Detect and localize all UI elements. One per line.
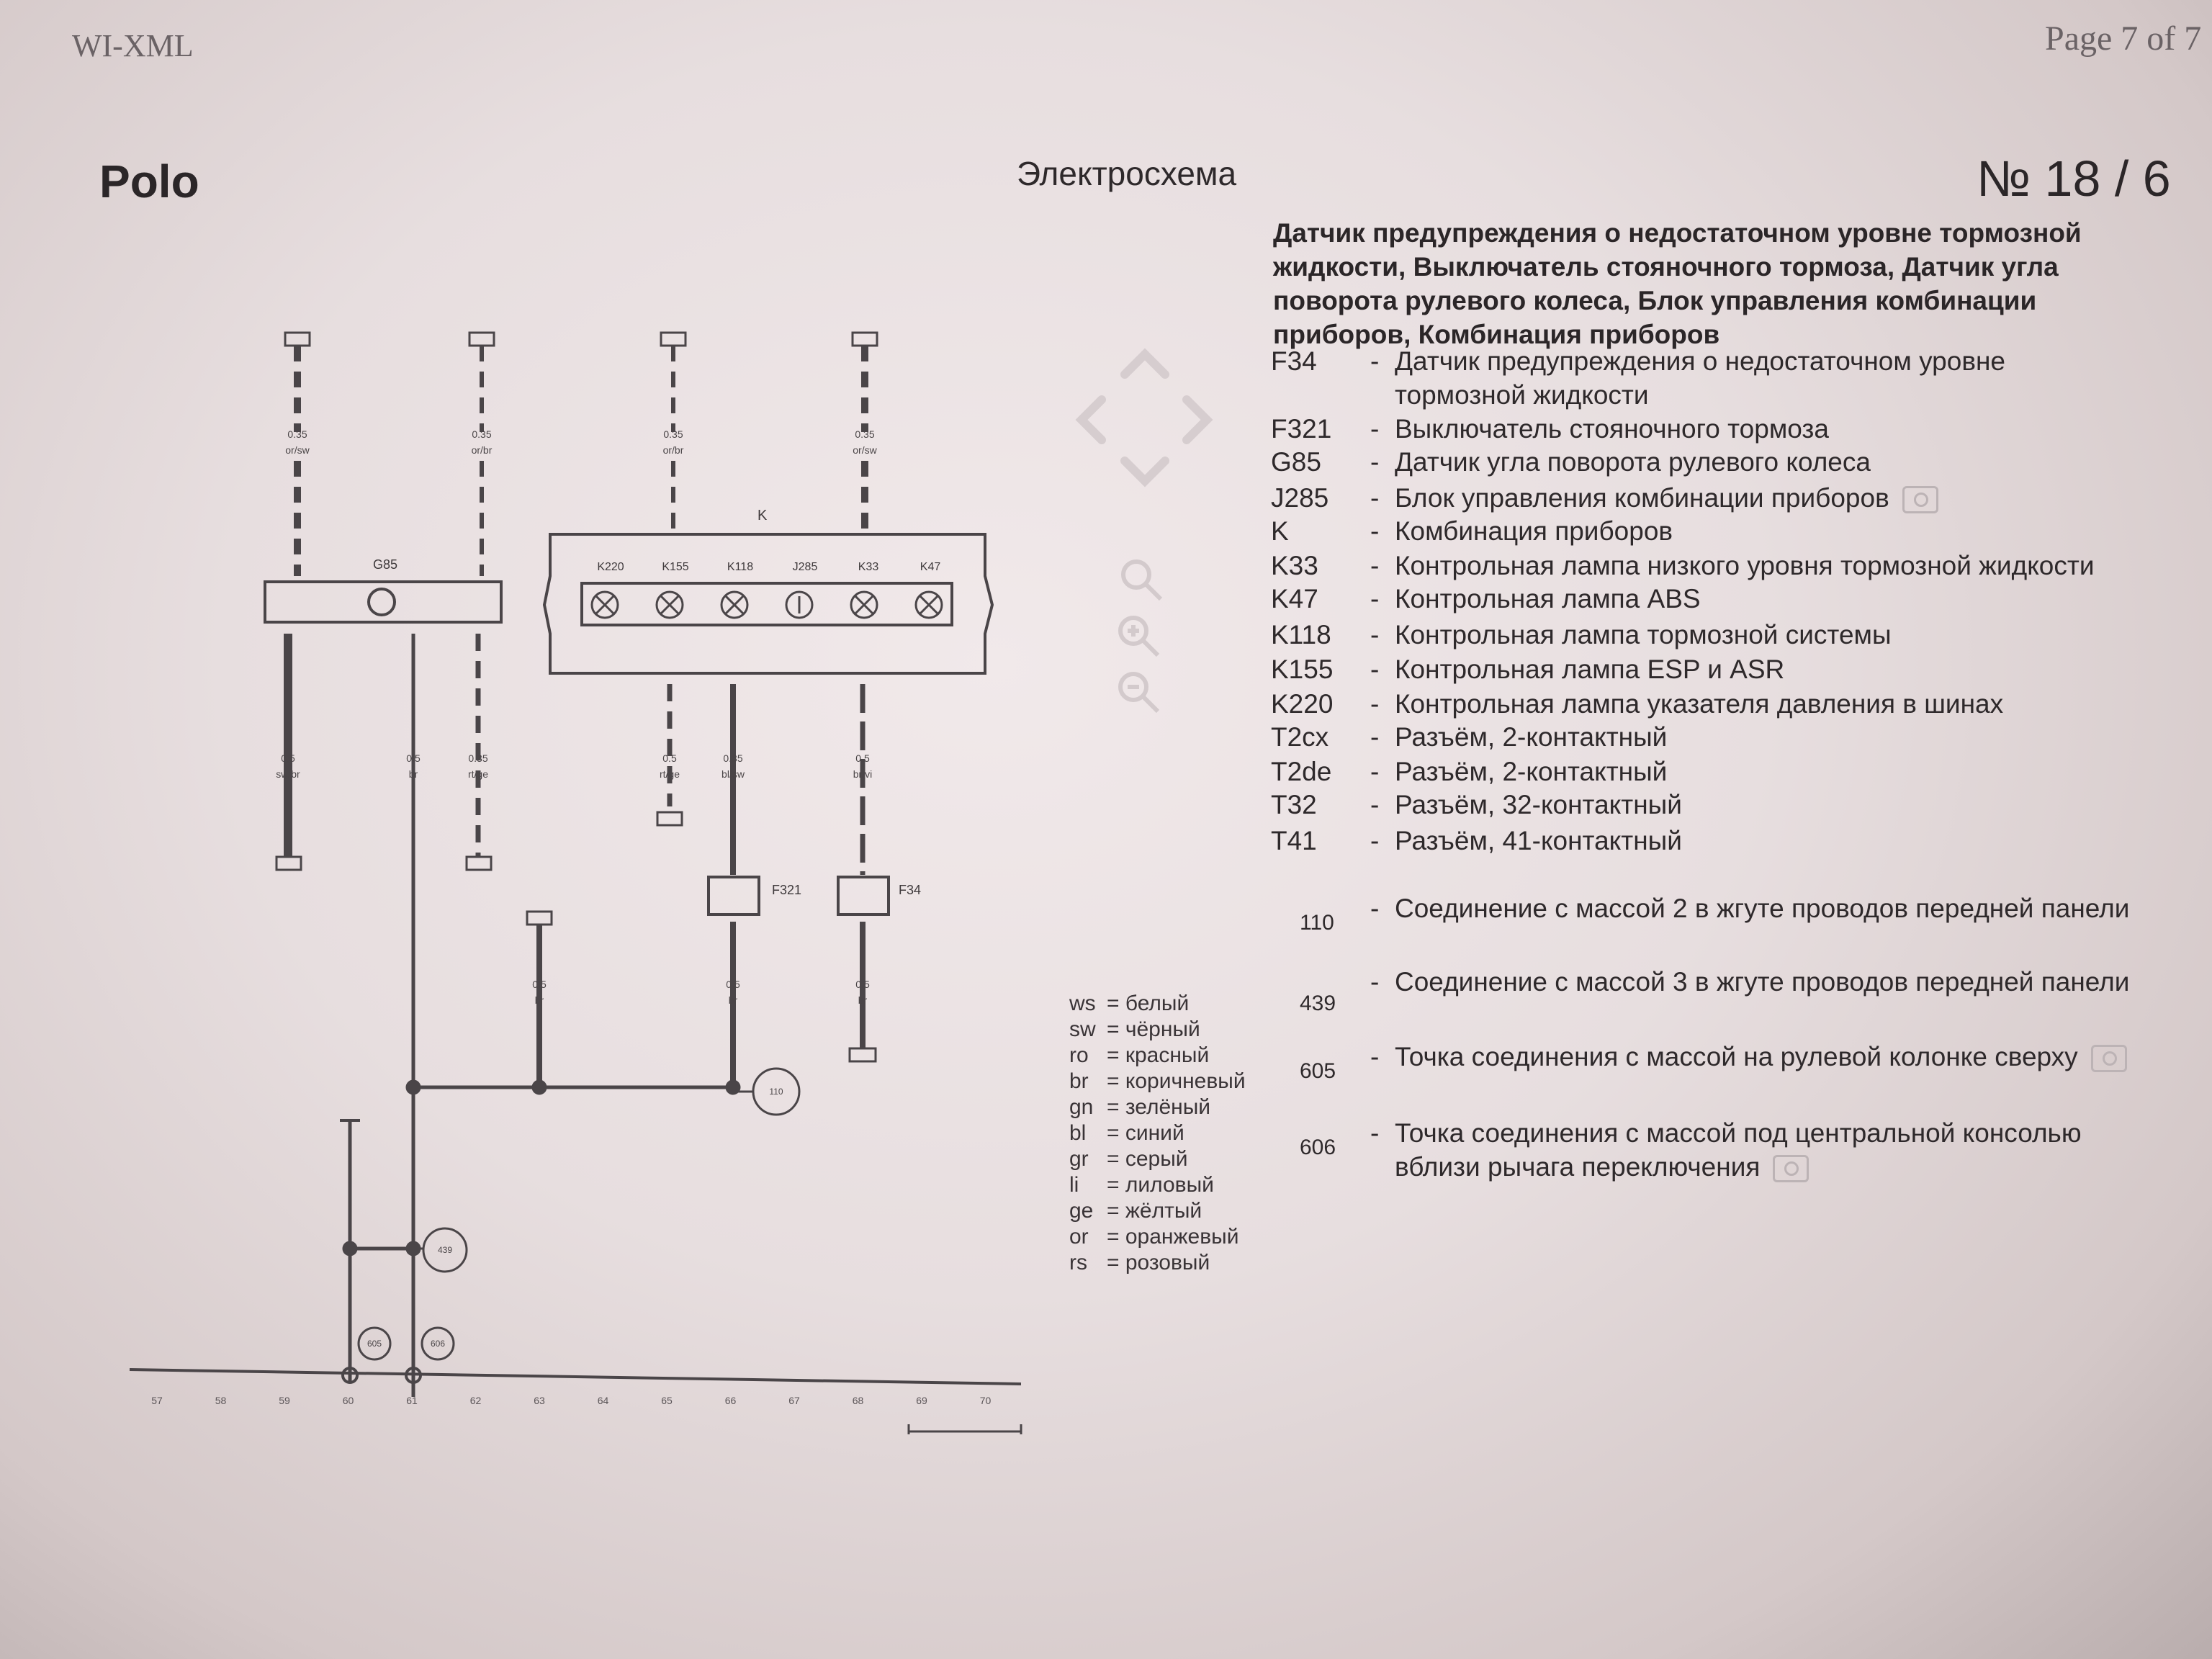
legend-code: 110 xyxy=(1300,911,1334,935)
legend-separator: - xyxy=(1370,414,1380,444)
legend-code: 606 xyxy=(1300,1136,1336,1159)
legend-separator: - xyxy=(1370,722,1380,752)
f34-sensor-box xyxy=(838,877,889,914)
wire-color-label: bl/sw xyxy=(721,768,745,780)
color-abbreviation: gr xyxy=(1069,1147,1089,1171)
f321-label: F321 xyxy=(772,883,802,897)
legend-description-text: Точка соединения с массой под центральной консолью вблизи рычага переключения xyxy=(1395,1118,2082,1182)
legend-description-text: Контрольная лампа указателя давления в шинах xyxy=(1395,689,2004,719)
color-name: лиловый xyxy=(1125,1173,1214,1197)
color-name: красный xyxy=(1125,1043,1210,1067)
legend-code: 439 xyxy=(1300,992,1336,1015)
color-abbreviation: br xyxy=(1069,1069,1089,1093)
ruler-tick-label: 66 xyxy=(724,1395,737,1406)
g85-symbol-icon xyxy=(369,589,395,615)
wire-size-label: 0.5 xyxy=(726,979,740,990)
legend-separator: - xyxy=(1370,689,1380,719)
ground-label-606: 606 xyxy=(430,1339,446,1349)
color-name: коричневый xyxy=(1125,1069,1246,1093)
wire-size-label: 0.5 xyxy=(532,979,547,990)
ground-label-605: 605 xyxy=(367,1339,382,1349)
legend-description-text: Соединение с массой 2 в жгуте проводов передней панели xyxy=(1395,894,2130,923)
legend-separator: - xyxy=(1370,584,1380,613)
ruler-tick-label: 67 xyxy=(788,1395,800,1406)
ruler-tick-label: 61 xyxy=(406,1395,418,1406)
ruler-tick-label: 60 xyxy=(342,1395,354,1406)
legend-description-text: Точка соединения с массой на рулевой колонке сверху xyxy=(1395,1042,2078,1071)
pan-up-icon[interactable] xyxy=(1125,354,1165,374)
color-equals: = xyxy=(1107,1225,1125,1249)
legend-description-text: Контрольная лампа ESP и ASR xyxy=(1395,655,1785,684)
lamp-strip xyxy=(582,583,952,625)
color-abbreviation: bl xyxy=(1069,1121,1087,1145)
color-name: оранжевый xyxy=(1125,1225,1239,1249)
wire-size-label: 0.35 xyxy=(468,752,488,764)
legend-code: J285 xyxy=(1271,483,1329,513)
legend-code: T32 xyxy=(1271,790,1317,819)
ruler-tick-label: 57 xyxy=(151,1395,163,1406)
legend-description-text: Контрольная лампа ABS xyxy=(1395,584,1701,613)
pan-controls[interactable] xyxy=(1082,354,1207,481)
wire-color-label: br xyxy=(534,994,544,1006)
instrument-cluster-box xyxy=(544,534,992,673)
color-name: белый xyxy=(1125,992,1190,1015)
diagram-title: Датчик предупреждения о недостаточном уровне тормозной жидкости, Выключатель стояночного тормоза, Датчик угла поворота рулевого колеса, Блок управления комбинации приборов, Комбинация приборов xyxy=(1273,218,2082,349)
legend-separator: - xyxy=(1370,894,1380,923)
legend-description-text: Контрольная лампа низкого уровня тормозной жидкости xyxy=(1395,551,2095,580)
legend-description-text: Разъём, 32-контактный xyxy=(1395,790,1682,819)
ruler-tick-label: 63 xyxy=(534,1395,545,1406)
wire-color-label: rt/ge xyxy=(659,768,680,780)
color-abbreviation: ws xyxy=(1069,992,1096,1015)
legend-code: K220 xyxy=(1271,689,1334,719)
wire-size-label: 0.35 xyxy=(855,428,875,440)
header-source-label: WI-XML xyxy=(72,28,194,63)
color-name: жёлтый xyxy=(1125,1199,1202,1223)
cluster-label: K xyxy=(757,508,768,523)
lamp-label-k155: K155 xyxy=(662,561,689,573)
legend-code: K155 xyxy=(1271,655,1334,684)
legend-description-text: Датчик угла поворота рулевого колеса xyxy=(1395,447,1871,477)
color-equals: = xyxy=(1107,1017,1125,1041)
legend-description-text: Комбинация приборов xyxy=(1395,516,1673,546)
color-name: розовый xyxy=(1125,1251,1210,1274)
pan-left-icon[interactable] xyxy=(1082,400,1102,440)
color-name: серый xyxy=(1125,1147,1188,1171)
legend-code: T2de xyxy=(1271,757,1332,786)
legend-code: G85 xyxy=(1271,447,1321,477)
color-name: чёрный xyxy=(1125,1017,1200,1041)
legend-separator: - xyxy=(1370,551,1380,580)
f321-switch-box xyxy=(709,877,759,914)
legend-description-text: Контрольная лампа тормозной системы xyxy=(1395,620,1892,649)
wire-size-label: 0.5 xyxy=(406,752,421,764)
legend-separator: - xyxy=(1370,447,1380,477)
g85-label: G85 xyxy=(373,557,398,572)
lamp-label-k220: K220 xyxy=(597,561,624,573)
color-abbreviation: ge xyxy=(1069,1199,1094,1223)
wire-size-label: 0.5 xyxy=(855,979,870,990)
wire-size-label: 0.35 xyxy=(663,428,683,440)
terminal-top-2 xyxy=(469,333,494,346)
color-name: зелёный xyxy=(1125,1095,1211,1119)
legend-description-text: Выключатель стояночного тормоза xyxy=(1395,414,1829,444)
wire-size-label: 0.5 xyxy=(281,752,295,764)
lamp-label-k118: K118 xyxy=(727,561,754,573)
wire-color-label: or/sw xyxy=(285,444,310,456)
header-page-number: Page 7 of 7 xyxy=(2045,19,2202,58)
legend-separator: - xyxy=(1370,1118,1380,1148)
legend-separator: - xyxy=(1370,620,1380,649)
legend-separator: - xyxy=(1370,516,1380,546)
wire-color-label: br/vi xyxy=(853,768,873,780)
color-equals: = xyxy=(1107,1199,1125,1223)
legend-description-text: Разъём, 2-контактный xyxy=(1395,722,1668,752)
wire-color-label: br xyxy=(408,768,418,780)
wire-size-label: 0.5 xyxy=(855,752,870,764)
legend-separator: - xyxy=(1370,346,1380,376)
color-equals: = xyxy=(1107,1095,1125,1119)
terminal-top-1 xyxy=(285,333,310,346)
legend-separator: - xyxy=(1370,967,1380,997)
color-equals: = xyxy=(1107,992,1125,1015)
color-abbreviation: gn xyxy=(1069,1095,1094,1119)
pan-down-icon[interactable] xyxy=(1125,461,1165,481)
wire-color-label: or/br xyxy=(471,444,493,456)
lamp-symbols xyxy=(592,592,942,618)
legend-code: F321 xyxy=(1271,414,1332,444)
lamp-label-k47: K47 xyxy=(920,561,941,573)
ground-label-110: 110 xyxy=(769,1087,783,1097)
wire-color-label: br xyxy=(858,994,868,1006)
color-equals: = xyxy=(1107,1121,1125,1145)
legend-separator: - xyxy=(1370,1042,1380,1071)
legend-code: K118 xyxy=(1271,620,1331,649)
legend-separator: - xyxy=(1370,655,1380,684)
legend-code: T41 xyxy=(1271,826,1317,855)
legend-separator: - xyxy=(1370,757,1380,786)
color-equals: = xyxy=(1107,1147,1125,1171)
wire-size-label: 0.35 xyxy=(723,752,743,764)
legend-code: 605 xyxy=(1300,1059,1336,1083)
lamp-label-j285: J285 xyxy=(792,561,818,573)
zoom-fit-icon[interactable] xyxy=(1123,562,1161,599)
ruler-tick-label: 59 xyxy=(279,1395,290,1406)
color-equals: = xyxy=(1107,1173,1125,1197)
ruler-tick-label: 64 xyxy=(597,1395,609,1406)
color-abbreviation: ro xyxy=(1069,1043,1089,1067)
wire-color-label: br xyxy=(728,994,738,1006)
baseline xyxy=(130,1370,1021,1384)
color-name: синий xyxy=(1125,1121,1184,1145)
ruler-tick-label: 68 xyxy=(852,1395,864,1406)
pan-right-icon[interactable] xyxy=(1187,400,1207,440)
ruler-tick-label: 65 xyxy=(661,1395,673,1406)
document-number: № 18 / 6 xyxy=(1977,150,2171,207)
f34-label: F34 xyxy=(899,883,922,897)
wire-color-label: or/br xyxy=(662,444,684,456)
color-equals: = xyxy=(1107,1043,1125,1067)
wire-size-label: 0.35 xyxy=(472,428,492,440)
terminal-top-3 xyxy=(661,333,685,346)
zoom-in-icon[interactable] xyxy=(1120,618,1158,655)
legend-separator: - xyxy=(1370,483,1380,513)
color-abbreviation: rs xyxy=(1069,1251,1087,1274)
terminal-top-4 xyxy=(853,333,877,346)
zoom-out-icon[interactable] xyxy=(1120,674,1158,711)
wire-size-label: 0.35 xyxy=(287,428,307,440)
color-equals: = xyxy=(1107,1251,1125,1274)
legend-code: F34 xyxy=(1271,346,1317,376)
wire-color-label: sw/br xyxy=(276,768,300,780)
legend-description-text: Разъём, 41-контактный xyxy=(1395,826,1682,855)
legend-description-text: Датчик предупреждения о недостаточном уровне тормозной жидкости xyxy=(1395,346,2005,410)
legend-code: K47 xyxy=(1271,584,1318,613)
color-equals: = xyxy=(1107,1069,1125,1093)
legend-description-text: Блок управления комбинации приборов xyxy=(1395,483,1889,513)
ground-label-439: 439 xyxy=(437,1245,453,1255)
model-title: Polo xyxy=(99,156,199,207)
ruler-tick-label: 70 xyxy=(979,1395,992,1406)
wire-color-label: rt/ge xyxy=(467,768,489,780)
wire-color-label: or/sw xyxy=(853,444,877,456)
ruler-tick-label: 62 xyxy=(469,1395,482,1406)
ruler-tick-label: 58 xyxy=(215,1395,227,1406)
color-abbreviation: li xyxy=(1069,1173,1079,1197)
legend-code: T2cx xyxy=(1271,722,1329,752)
zoom-controls[interactable] xyxy=(1120,562,1161,711)
color-abbreviation: sw xyxy=(1069,1017,1096,1041)
legend-description-text: Разъём, 2-контактный xyxy=(1395,757,1668,786)
color-abbreviation: or xyxy=(1069,1225,1089,1249)
legend-code: K xyxy=(1271,516,1289,546)
legend-separator: - xyxy=(1370,790,1380,819)
legend-description-text: Соединение с массой 3 в жгуте проводов передней панели xyxy=(1395,967,2130,997)
legend-separator: - xyxy=(1370,826,1380,855)
document-type: Электросхема xyxy=(1017,155,1237,192)
legend-code: K33 xyxy=(1271,551,1318,580)
wire-size-label: 0.5 xyxy=(662,752,677,764)
ruler-tick-label: 69 xyxy=(916,1395,927,1406)
lamp-label-k33: K33 xyxy=(858,561,879,573)
